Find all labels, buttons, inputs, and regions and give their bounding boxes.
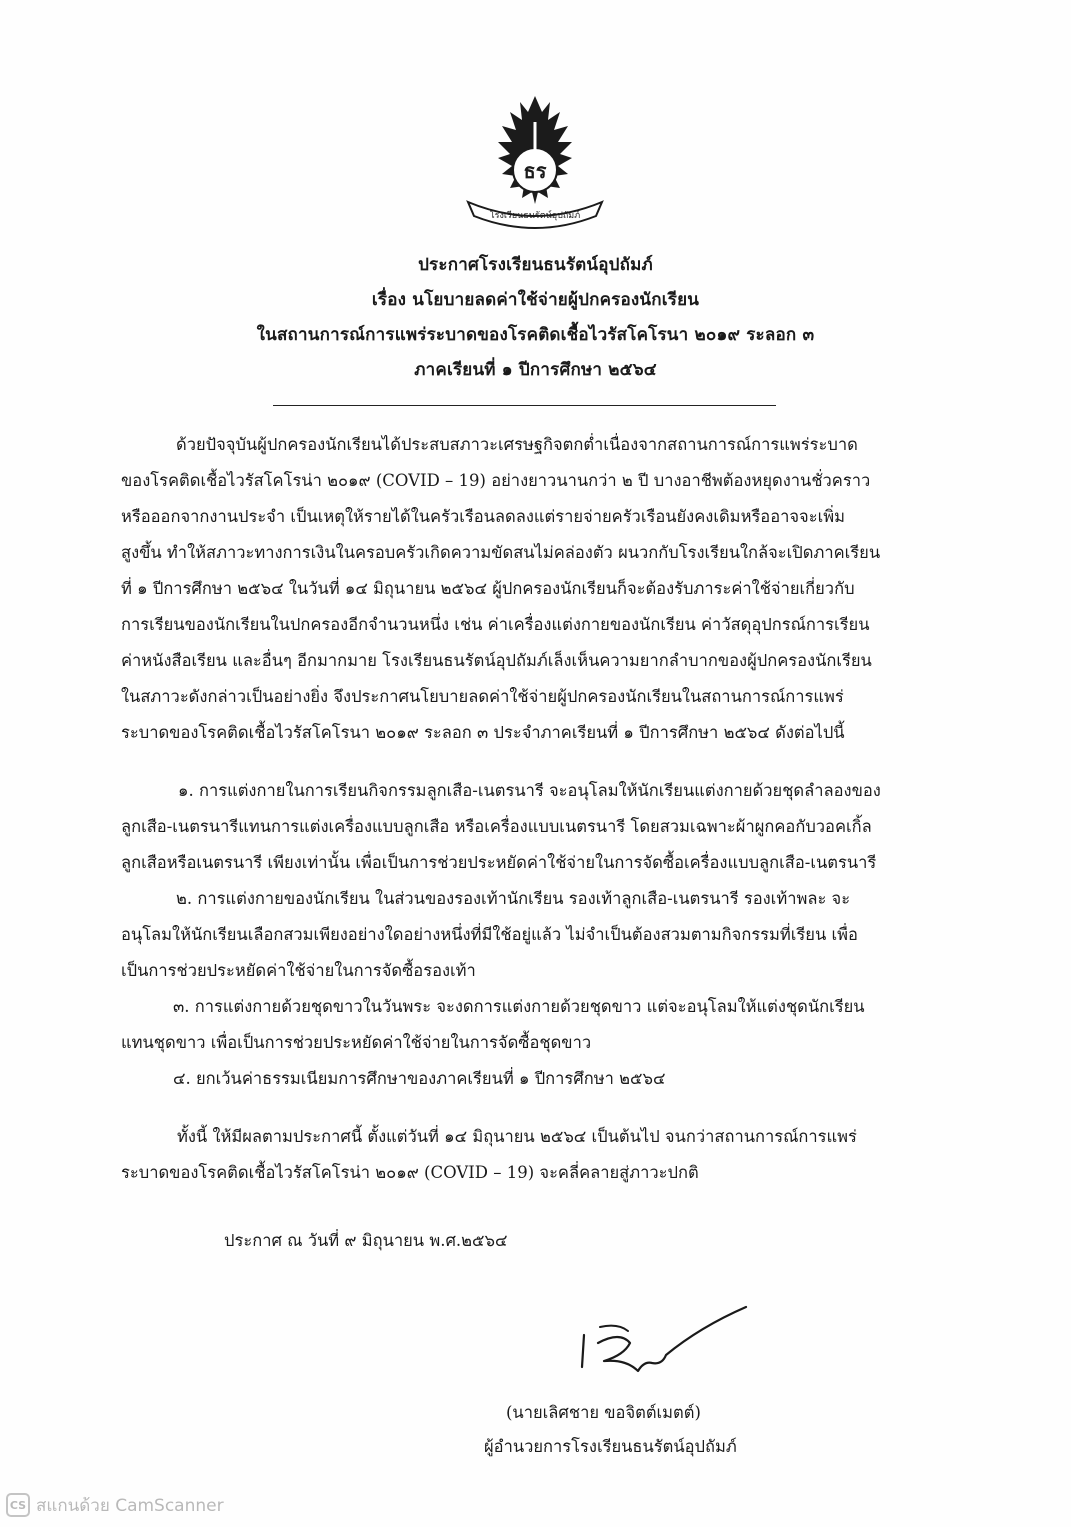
heading-line-3: ในสถานการณ์การแพร่ระบาดของโรคติดเชื้อไวรัสโคโรนา ๒๐๑๙ ระลอก ๓ [256,325,815,345]
item-1-line-2: ลูกเสือ-เนตรนารีแทนการแต่งเครื่องแบบลูกเสือ หรือเครื่องแบบเนตรนารี โดยสวมเฉพาะผ้าผูกคอกับวอคเกิ้ล [121,817,872,836]
camscanner-watermark [6,1490,224,1520]
intro-line-1: ด้วยปัจจุบันผู้ปกครองนักเรียนได้ประสบสภาวะเศรษฐกิจตกต่ำเนื่องจากสถานการณ์การแพร่ระบาด [176,435,858,454]
closing-line-2: ระบาดของโรคติดเชื้อไวรัสโคโรน่า ๒๐๑๙ (COVID – 19) จะคลี่คลายสู่ภาวะปกติ [121,1163,699,1182]
intro-line-2: ของโรคติดเชื้อไวรัสโคโรน่า ๒๐๑๙ (COVID – 19) อย่างยาวนานกว่า ๒ ปี บางอาชีพต้องหยุดงานชั่วคราว [121,471,871,490]
item-1-line-1: ๑. การแต่งกายในการเรียนกิจกรรมลูกเสือ-เนตรนารี จะอนุโลมให้นักเรียนแต่งกายด้วยชุดลำลองของ [178,781,881,800]
item-3-line-1: ๓. การแต่งกายด้วยชุดขาวในวันพระ จะงดการแต่งกายด้วยชุดขาว แต่จะอนุโลมให้แต่งชุดนักเรียน [173,997,865,1016]
intro-line-6: การเรียนของนักเรียนในปกครองอีกจำนวนหนึ่ง เช่น ค่าเครื่องแต่งกายของนักเรียน ค่าวัสดุอุปกรณ์การเรียน [121,615,870,634]
item-2-line-2: อนุโลมให้นักเรียนเลือกสวมเพียงอย่างใดอย่างหนึ่งที่มีใช้อยู่แล้ว ไม่จำเป็นต้องสวมตามกิจกรรมที่เรียน เพื่อ [121,925,858,944]
heading-line-1: ประกาศโรงเรียนธนรัตน์อุปถัมภ์ [418,255,653,275]
intro-line-4: สูงขึ้น ทำให้สภาวะทางการเงินในครอบครัวเกิดความขัดสนไม่คล่องตัว ผนวกกับโรงเรียนใกล้จะเปิดภาคเรียน [121,543,881,562]
intro-line-9: ระบาดของโรคติดเชื้อไวรัสโคโรนา ๒๐๑๙ ระลอก ๓ ประจำภาคเรียนที่ ๑ ปีการศึกษา ๒๕๖๔ ดังต่อไปนี้ [121,723,845,742]
school-emblem-icon [460,92,610,237]
camscanner-logo-icon: CS [6,1493,30,1517]
closing-line-1: ทั้งนี้ ให้มีผลตามประกาศนี้ ตั้งแต่วันที่ ๑๔ มิถุนายน ๒๕๖๔ เป็นต้นไป จนกว่าสถานการณ์การแพร่ [177,1127,857,1146]
emblem-monogram: ธร [523,159,547,183]
intro-line-7: ค่าหนังสือเรียน และอื่นๆ อีกมากมาย โรงเรียนธนรัตน์อุปถัมภ์เล็งเห็นความยากลำบากของผู้ปกครองนักเรียน [121,651,872,670]
signature-mark [570,1305,755,1390]
heading-line-2: เรื่อง นโยบายลดค่าใช้จ่ายผู้ปกครองนักเรียน [371,290,700,310]
intro-line-8: ในสภาวะดังกล่าวเป็นอย่างยิ่ง จึงประกาศนโยบายลดค่าใช้จ่ายผู้ปกครองนักเรียนในสถานการณ์การแพร่ [121,687,844,706]
item-2-line-1: ๒. การแต่งกายของนักเรียน ในส่วนของรองเท้านักเรียน รองเท้าลูกเสือ-เนตรนารี รองเท้าพละ จะ [176,889,851,908]
item-3-line-2: แทนชุดขาว เพื่อเป็นการช่วยประหยัดค่าใช้จ่ายในการจัดซื้อชุดขาว [121,1033,592,1052]
camscanner-text: สแกนด้วย CamScanner [36,1495,224,1516]
intro-line-5: ที่ ๑ ปีการศึกษา ๒๕๖๔ ในวันที่ ๑๔ มิถุนายน ๒๕๖๔ ผู้ปกครองนักเรียนก็จะต้องรับภาระค่าใช้จ่ายเกี่ยวกับ [121,579,855,598]
item-4-line-1: ๔. ยกเว้นค่าธรรมเนียมการศึกษาของภาคเรียนที่ ๑ ปีการศึกษา ๒๕๖๔ [173,1069,666,1088]
heading-divider [273,405,776,406]
intro-line-3: หรือออกจากงานประจำ เป็นเหตุให้รายได้ในครัวเรือนลดลงแต่รายจ่ายครัวเรือนยังคงเดิมหรืออาจจะเพิ่ม [121,507,845,526]
item-1-line-3: ลูกเสือหรือเนตรนารี เพียงเท่านั้น เพื่อเป็นการช่วยประหยัดค่าใช้จ่ายในการจัดซื้อเครื่องแบบลูกเสือ-เนตรนารี [121,853,877,872]
signer-name: (นายเลิศชาย ขอจิตต์เมตต์) [506,1403,701,1422]
announcement-date: ประกาศ ณ วันที่ ๙ มิถุนายน พ.ศ.๒๕๖๔ [224,1231,508,1250]
item-2-line-3: เป็นการช่วยประหยัดค่าใช้จ่ายในการจัดซื้อรองเท้า [121,961,476,980]
signer-position: ผู้อำนวยการโรงเรียนธนรัตน์อุปถัมภ์ [484,1437,737,1456]
announcement-heading [0,248,1071,388]
emblem-ribbon-text: โรงเรียนธนรัตน์อุปถัมภ์ [489,211,581,221]
heading-line-4: ภาคเรียนที่ ๑ ปีการศึกษา ๒๕๖๔ [414,360,657,380]
